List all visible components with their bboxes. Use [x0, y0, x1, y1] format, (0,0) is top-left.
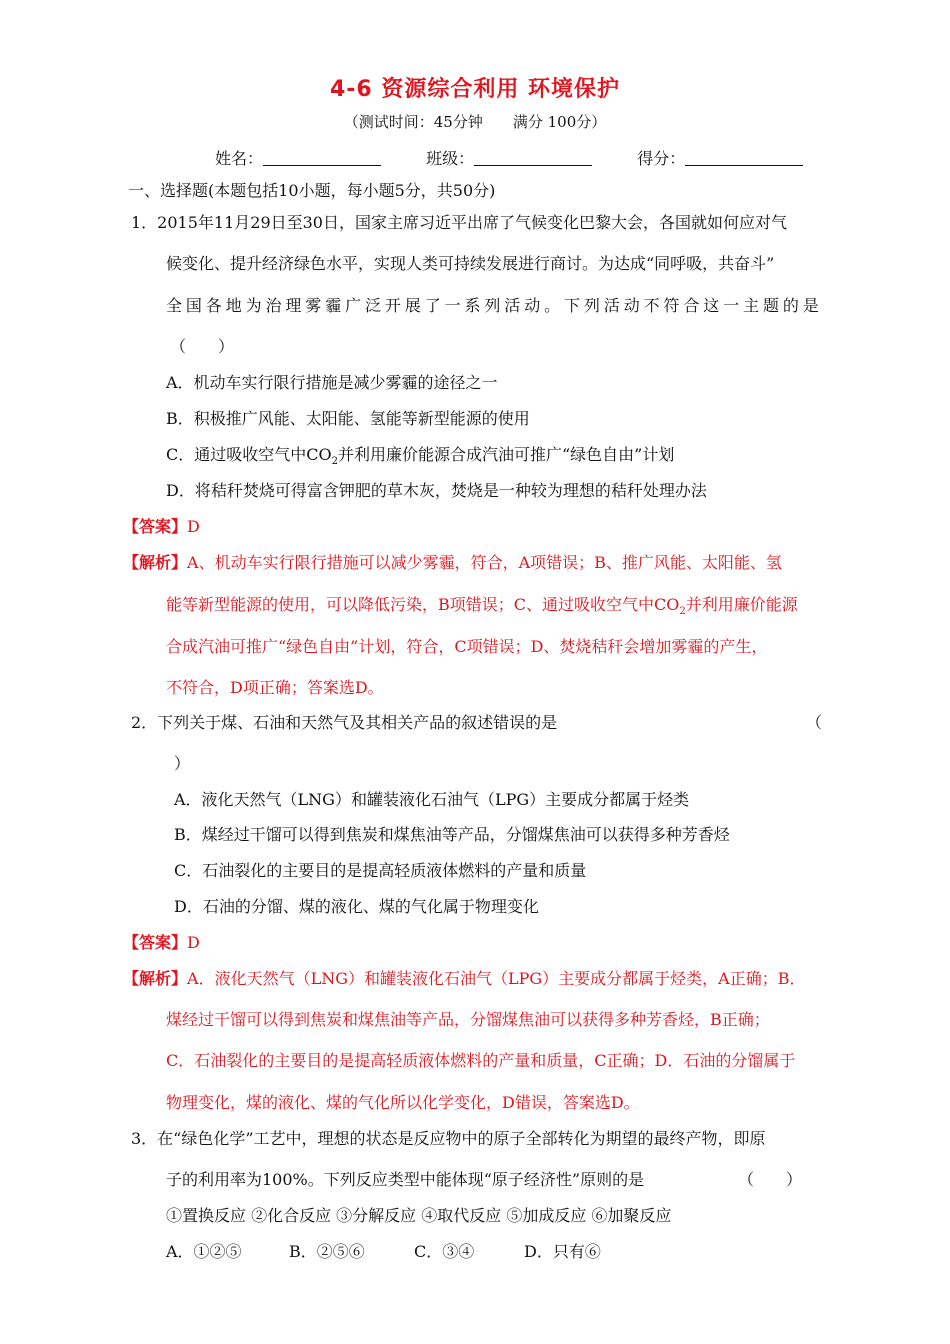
q1-stem-line-3: 全国各地为治理雾霾广泛开展了一系列活动。下列活动不符合这一主题的是 — [166, 296, 823, 315]
q3-option-a: A．①②⑤ — [166, 1242, 242, 1261]
q1-stem-line-2: 候变化、提升经济绿色水平，实现人类可持续发展进行商讨。为达成“同呼吸，共奋斗” — [166, 254, 775, 273]
answer-value: D — [187, 933, 200, 952]
q1-explanation-line-4: 不符合，D项正确；答案选D。 — [166, 678, 384, 697]
q2-option-a: A．液化天然气（LNG）和罐装液化石油气（LPG）主要成分都属于烃类 — [174, 790, 690, 809]
q2-paren-close: ） — [174, 754, 191, 773]
class-blank — [474, 151, 592, 166]
student-fields — [215, 146, 843, 169]
answer-label: 【答案】 — [123, 933, 188, 952]
q1-explanation-line-2: 能等新型能源的使用，可以降低污染，B项错误；C、通过吸收空气中$CO_2$并利用廉价能源 — [166, 595, 798, 618]
q3-stem-line-2: 子的利用率为100%。下列反应类型中能体现“原子经济性”原则的是 — [166, 1170, 645, 1189]
test-time: （测试时间：45分钟 — [343, 113, 483, 131]
q3-option-b: B．②⑤⑥ — [289, 1242, 365, 1261]
section-heading: 一、选择题(本题包括10小题，每小题5分，共50分) — [128, 181, 496, 200]
q2-explanation-line-1: 【解析】A．液化天然气（LNG）和罐装液化石油气（LPG）主要成分都属于烃类，A正确；B． — [123, 969, 806, 988]
class-field[interactable]: 班级： — [426, 146, 592, 169]
q2-explanation-line-2: 煤经过干馏可以得到焦炭和煤焦油等产品，分馏煤焦油可以获得多种芳香烃，B正确； — [166, 1010, 770, 1029]
q1-explanation-line-3: 合成汽油可推广“绿色自由”计划，符合，C项错误；D、焚烧秸秆会增加雾霾的产生， — [166, 637, 768, 656]
q2-option-c: C．石油裂化的主要目的是提高轻质液体燃料的产量和质量 — [174, 861, 587, 880]
score-blank — [685, 151, 803, 166]
q3-option-c: C．③④ — [414, 1242, 475, 1261]
q1-option-b: B．积极推广风能、太阳能、氢能等新型能源的使用 — [166, 409, 530, 428]
explanation-label: 【解析】 — [123, 553, 188, 572]
q2-explanation-line-3: C．石油裂化的主要目的是提高轻质液体燃料的产量和质量，C正确；D．石油的分馏属于 — [166, 1051, 796, 1070]
q3-stem-line-1: 3．在“绿色化学”工艺中，理想的状态是反应物中的原子全部转化为期望的最终产物，即原 — [131, 1129, 766, 1148]
page-title: 4-6 资源综合利用 环境保护 — [329, 77, 621, 102]
test-full-score: 满分 100分） — [512, 113, 607, 131]
name-blank — [263, 151, 381, 166]
q1-paren: （ ） — [170, 337, 235, 356]
q2-explanation-line-4: 物理变化，煤的液化、煤的气化所以化学变化，D错误，答案选D。 — [166, 1093, 640, 1112]
q3-paren: （ ） — [738, 1170, 803, 1189]
score-field[interactable]: 得分： — [637, 146, 803, 169]
q3-reaction-types: ①置换反应 ②化合反应 ③分解反应 ④取代反应 ⑤加成反应 ⑥加聚反应 — [166, 1206, 672, 1225]
q2-answer — [123, 930, 200, 953]
answer-value: D — [187, 517, 200, 536]
q1-option-a: A．机动车实行限行措施是减少雾霾的途径之一 — [166, 373, 498, 392]
q1-answer — [123, 514, 200, 537]
test-info — [0, 111, 950, 132]
q2-option-b: B．煤经过干馏可以得到焦炭和煤焦油等产品，分馏煤焦油可以获得多种芳香烃 — [174, 825, 730, 844]
q3-option-d: D．只有⑥ — [524, 1242, 601, 1261]
q1-option-c: C．通过吸收空气中$CO_2$并利用廉价能源合成汽油可推广“绿色自由”计划 — [166, 445, 675, 468]
explanation-label: 【解析】 — [123, 969, 188, 988]
q1-option-d: D．将秸秆焚烧可得富含钾肥的草木灰，焚烧是一种较为理想的秸秆处理办法 — [166, 481, 707, 500]
q1-stem-line-1: 1．2015年11月29日至30日，国家主席习近平出席了气候变化巴黎大会，各国就如何应对气 — [131, 213, 787, 232]
name-field[interactable]: 姓名： — [215, 146, 381, 169]
q2-option-d: D．石油的分馏、煤的液化、煤的气化属于物理变化 — [174, 897, 539, 916]
q2-paren-open: （ — [806, 713, 823, 732]
q2-stem: 2．下列关于煤、石油和天然气及其相关产品的叙述错误的是 — [131, 713, 558, 732]
answer-label: 【答案】 — [123, 517, 188, 536]
q1-explanation-line-1: 【解析】A、机动车实行限行措施可以减少雾霾，符合，A项错误；B、推广风能、太阳能、氢 — [123, 553, 782, 572]
